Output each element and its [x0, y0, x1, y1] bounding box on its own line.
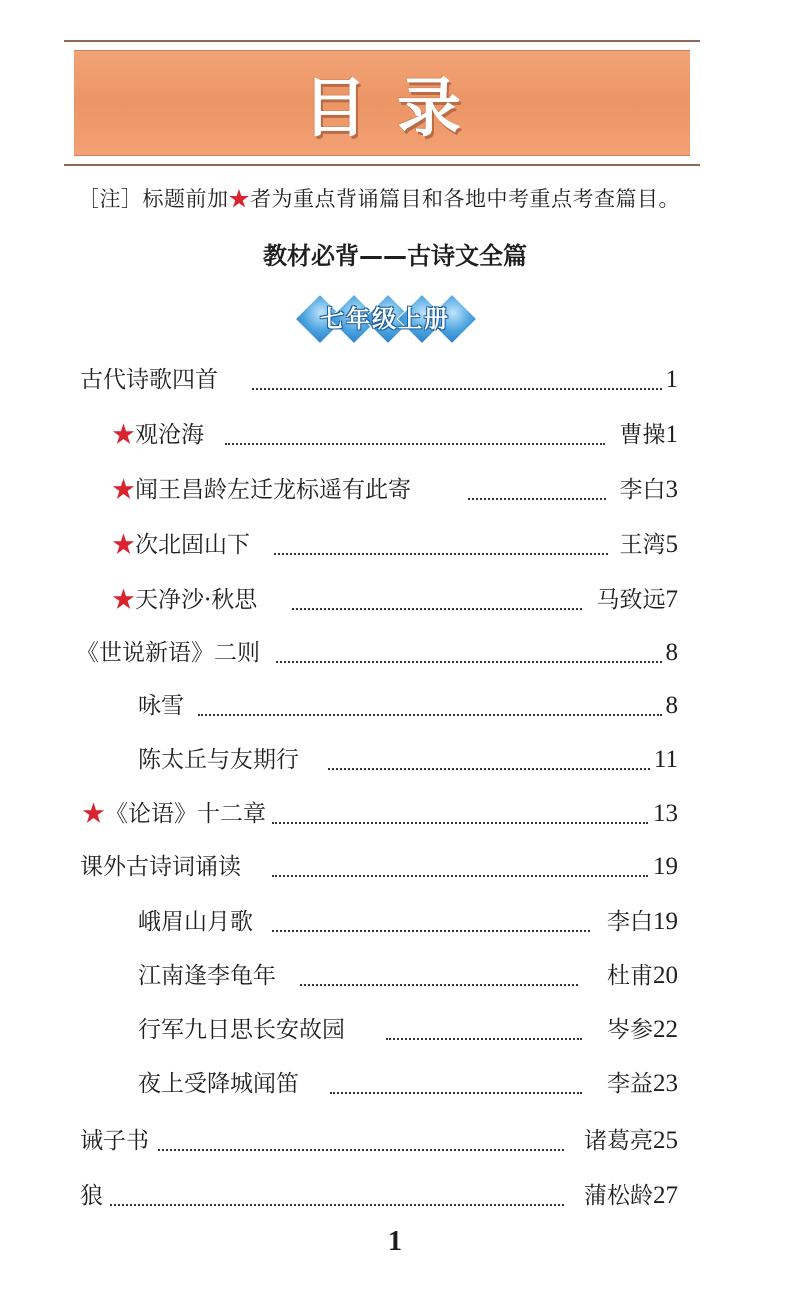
- dot-leader: [328, 728, 650, 770]
- section-title: 教材必背——古诗文全篇: [263, 242, 527, 270]
- toc-row[interactable]: [0, 1121, 790, 1161]
- toc-author: 李白: [619, 477, 666, 503]
- grade-badge: [300, 296, 470, 342]
- toc-title: 峨眉山月歌: [138, 909, 253, 935]
- dot-leader: [225, 403, 605, 445]
- toc-page-number: 11: [653, 746, 678, 773]
- star-icon: ★: [112, 477, 135, 503]
- toc-row[interactable]: [0, 360, 790, 400]
- toc-author: 杜甫: [607, 963, 653, 989]
- toc-author: 岑参: [607, 1017, 653, 1043]
- toc-title: ★次北固山下: [112, 532, 250, 558]
- toc-page-number: 22: [653, 1016, 678, 1043]
- toc-page-number: 20: [653, 962, 678, 989]
- star-icon: ★: [228, 187, 250, 211]
- dot-leader: [272, 782, 648, 824]
- note-suffix: 者为重点背诵篇目和各地中考重点考查篇目。: [250, 187, 680, 211]
- page-title: 目录: [303, 71, 491, 146]
- toc-row[interactable]: [0, 1064, 790, 1104]
- toc-right: [654, 740, 678, 780]
- toc-title: 行军九日思长安故园: [138, 1017, 345, 1043]
- toc-row[interactable]: [0, 740, 790, 780]
- toc-row[interactable]: [0, 525, 790, 565]
- toc-author: 王湾: [619, 532, 666, 558]
- dot-leader: [274, 513, 608, 555]
- toc-page-number: 23: [653, 1070, 678, 1097]
- toc-page-number: 3: [665, 476, 678, 503]
- toc-title: 夜上受降城闻笛: [138, 1071, 299, 1097]
- toc-title: ★天净沙·秋思: [112, 587, 258, 613]
- toc-page-number: 25: [653, 1127, 678, 1154]
- toc-page-number: 5: [665, 531, 678, 558]
- toc-row[interactable]: [0, 902, 790, 942]
- toc-right: [620, 415, 679, 455]
- toc-title: ★《论语》十二章: [82, 801, 266, 827]
- toc-right: [607, 902, 678, 942]
- toc-row[interactable]: [0, 956, 790, 996]
- header-banner: [64, 40, 700, 166]
- banner-bottom-rule: [64, 164, 700, 166]
- toc-author: 蒲松龄: [584, 1183, 653, 1209]
- dot-leader: [468, 458, 606, 500]
- toc-right: [597, 580, 679, 620]
- toc-right: [666, 686, 679, 726]
- star-icon: ★: [112, 422, 135, 448]
- page-number: 1: [388, 1226, 402, 1257]
- banner-top-rule: [64, 40, 700, 42]
- toc-row[interactable]: [0, 794, 790, 834]
- dot-leader: [386, 998, 582, 1040]
- star-icon: ★: [82, 801, 105, 827]
- dot-leader: [272, 835, 648, 877]
- toc-title: 诫子书: [80, 1128, 149, 1154]
- toc-right: [607, 1010, 678, 1050]
- toc-right: [653, 794, 678, 834]
- toc-title: 咏雪: [138, 693, 184, 719]
- toc-row[interactable]: [0, 686, 790, 726]
- note-line: [78, 183, 680, 213]
- toc-row[interactable]: [0, 415, 790, 455]
- toc-right: [584, 1121, 678, 1161]
- dot-leader: [292, 568, 582, 610]
- toc-page-number: 1: [665, 366, 678, 393]
- toc-page-number: 8: [665, 692, 678, 719]
- toc-right: [666, 360, 679, 400]
- banner-panel: [74, 50, 690, 156]
- toc-author: 曹操: [619, 422, 666, 448]
- grade-label: 七年级上册: [320, 305, 450, 333]
- note-prefix: ［注］标题前加: [78, 187, 229, 211]
- toc-author: 马致远: [596, 587, 666, 613]
- toc-row[interactable]: [0, 470, 790, 510]
- toc-page-number: 27: [653, 1182, 678, 1209]
- toc-title: 课外古诗词诵读: [80, 854, 241, 880]
- toc-page-number: 7: [665, 586, 678, 613]
- dot-leader: [110, 1164, 564, 1206]
- toc-right: [584, 1176, 678, 1216]
- toc-row[interactable]: [0, 847, 790, 887]
- toc-page-number: 13: [653, 800, 678, 827]
- toc-right: [607, 956, 678, 996]
- toc-row[interactable]: [0, 1176, 790, 1216]
- toc-author: 李白: [607, 909, 653, 935]
- dot-leader: [276, 621, 662, 663]
- toc-right: [620, 470, 679, 510]
- toc-title: 陈太丘与友期行: [138, 747, 299, 773]
- toc-row[interactable]: [0, 580, 790, 620]
- toc-right: [653, 847, 678, 887]
- dot-leader: [272, 890, 590, 932]
- toc-row[interactable]: [0, 1010, 790, 1050]
- toc-page-number: 19: [653, 908, 678, 935]
- dot-leader: [300, 944, 578, 986]
- toc-page-number: 1: [665, 421, 678, 448]
- star-icon: ★: [112, 587, 135, 613]
- toc-author: 李益: [607, 1071, 653, 1097]
- toc-title: ★闻王昌龄左迁龙标遥有此寄: [112, 477, 411, 503]
- toc-author: 诸葛亮: [584, 1128, 653, 1154]
- toc-title: 狼: [80, 1183, 103, 1209]
- dot-leader: [252, 348, 662, 390]
- toc-right: [607, 1064, 678, 1104]
- toc-title: 江南逢李龟年: [138, 963, 276, 989]
- toc-right: [666, 633, 679, 673]
- toc-title: ★观沧海: [112, 422, 204, 448]
- dot-leader: [330, 1052, 582, 1094]
- dot-leader: [198, 674, 662, 716]
- toc-page-number: 19: [653, 853, 678, 880]
- dot-leader: [158, 1109, 564, 1151]
- toc-title: 《世说新语》二则: [76, 640, 260, 666]
- star-icon: ★: [112, 532, 135, 558]
- toc-row[interactable]: [0, 633, 790, 673]
- toc-page-number: 8: [665, 639, 678, 666]
- toc-title: 古代诗歌四首: [80, 367, 218, 393]
- toc-right: [620, 525, 679, 565]
